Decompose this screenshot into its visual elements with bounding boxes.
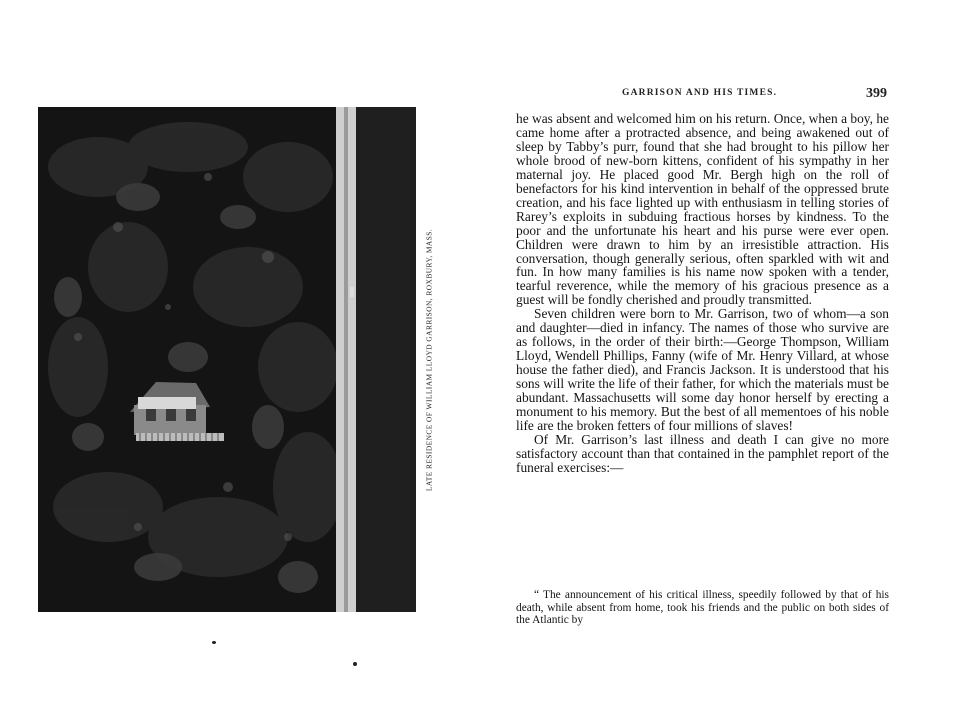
paragraph-children: Seven children were born to Mr. Garrison, two of whom—a son and daughter—died in infancy. The names of those who survive are as follows, in the order of their birth:—George Thompson, William Lloyd, Wendell Phillips, Fanny (wife of Mr. Henry Villard, at whose house the father died), and Francis Jackson. It is understood that his sons will write the life of their father, for which the materials must be abundant. Massachusetts will some day honor herself by erecting a monument to his memory. But the best of all mementoes of his noble life are the broken fetters of four millions of slaves! — [516, 306, 889, 433]
quoted-report: “ The announcement of his critical illness, speedily followed by that of his death, while absent from home, took his friends and the public on both sides of the Atlantic by — [516, 589, 889, 627]
body-text — [516, 112, 889, 475]
page-number: 399 — [866, 86, 887, 101]
paragraph-last-illness: Of Mr. Garrison’s last illness and death I can give no more satisfactory account than that contained in the pamphlet report of the funeral exercises:— — [516, 431, 889, 475]
plate-caption-wrapper — [418, 110, 440, 610]
running-head: GARRISON AND HIS TIMES. — [622, 88, 778, 98]
residence-photograph — [38, 107, 416, 612]
paragraph-continued: he was absent and welcomed him on his return. Once, when a boy, he came home after a protracted absence, and being awakened out of sleep by Tabby’s purr, found that she had brought to his pillow her whole brood of new-born kittens, confident of his sympathy in her maternal joy. He placed good Mr. Bergh high on the roll of benefactors for his kind intervention in behalf of the oppressed brute creation, and his face lighted up with enthusiasm in telling stories of Rarey’s exploits in subduing fractious horses by kindness. To the poor and the unfortunate his heart and his purse were ever open. Children were drawn to him by an irresistible attraction. His conversation, though generally serious, often sparkled with wit and fun. In how many families is his name now spoken with a tender, tearful reverence, while the memory of his gracious presence as a guest will be fondly cherished and proudly transmitted. — [516, 111, 889, 308]
plate-caption: LATE RESIDENCE OF WILLIAM LLOYD GARRISON, ROXBURY, MASS. — [424, 228, 434, 492]
print-speck — [212, 641, 216, 644]
print-speck — [353, 662, 357, 666]
